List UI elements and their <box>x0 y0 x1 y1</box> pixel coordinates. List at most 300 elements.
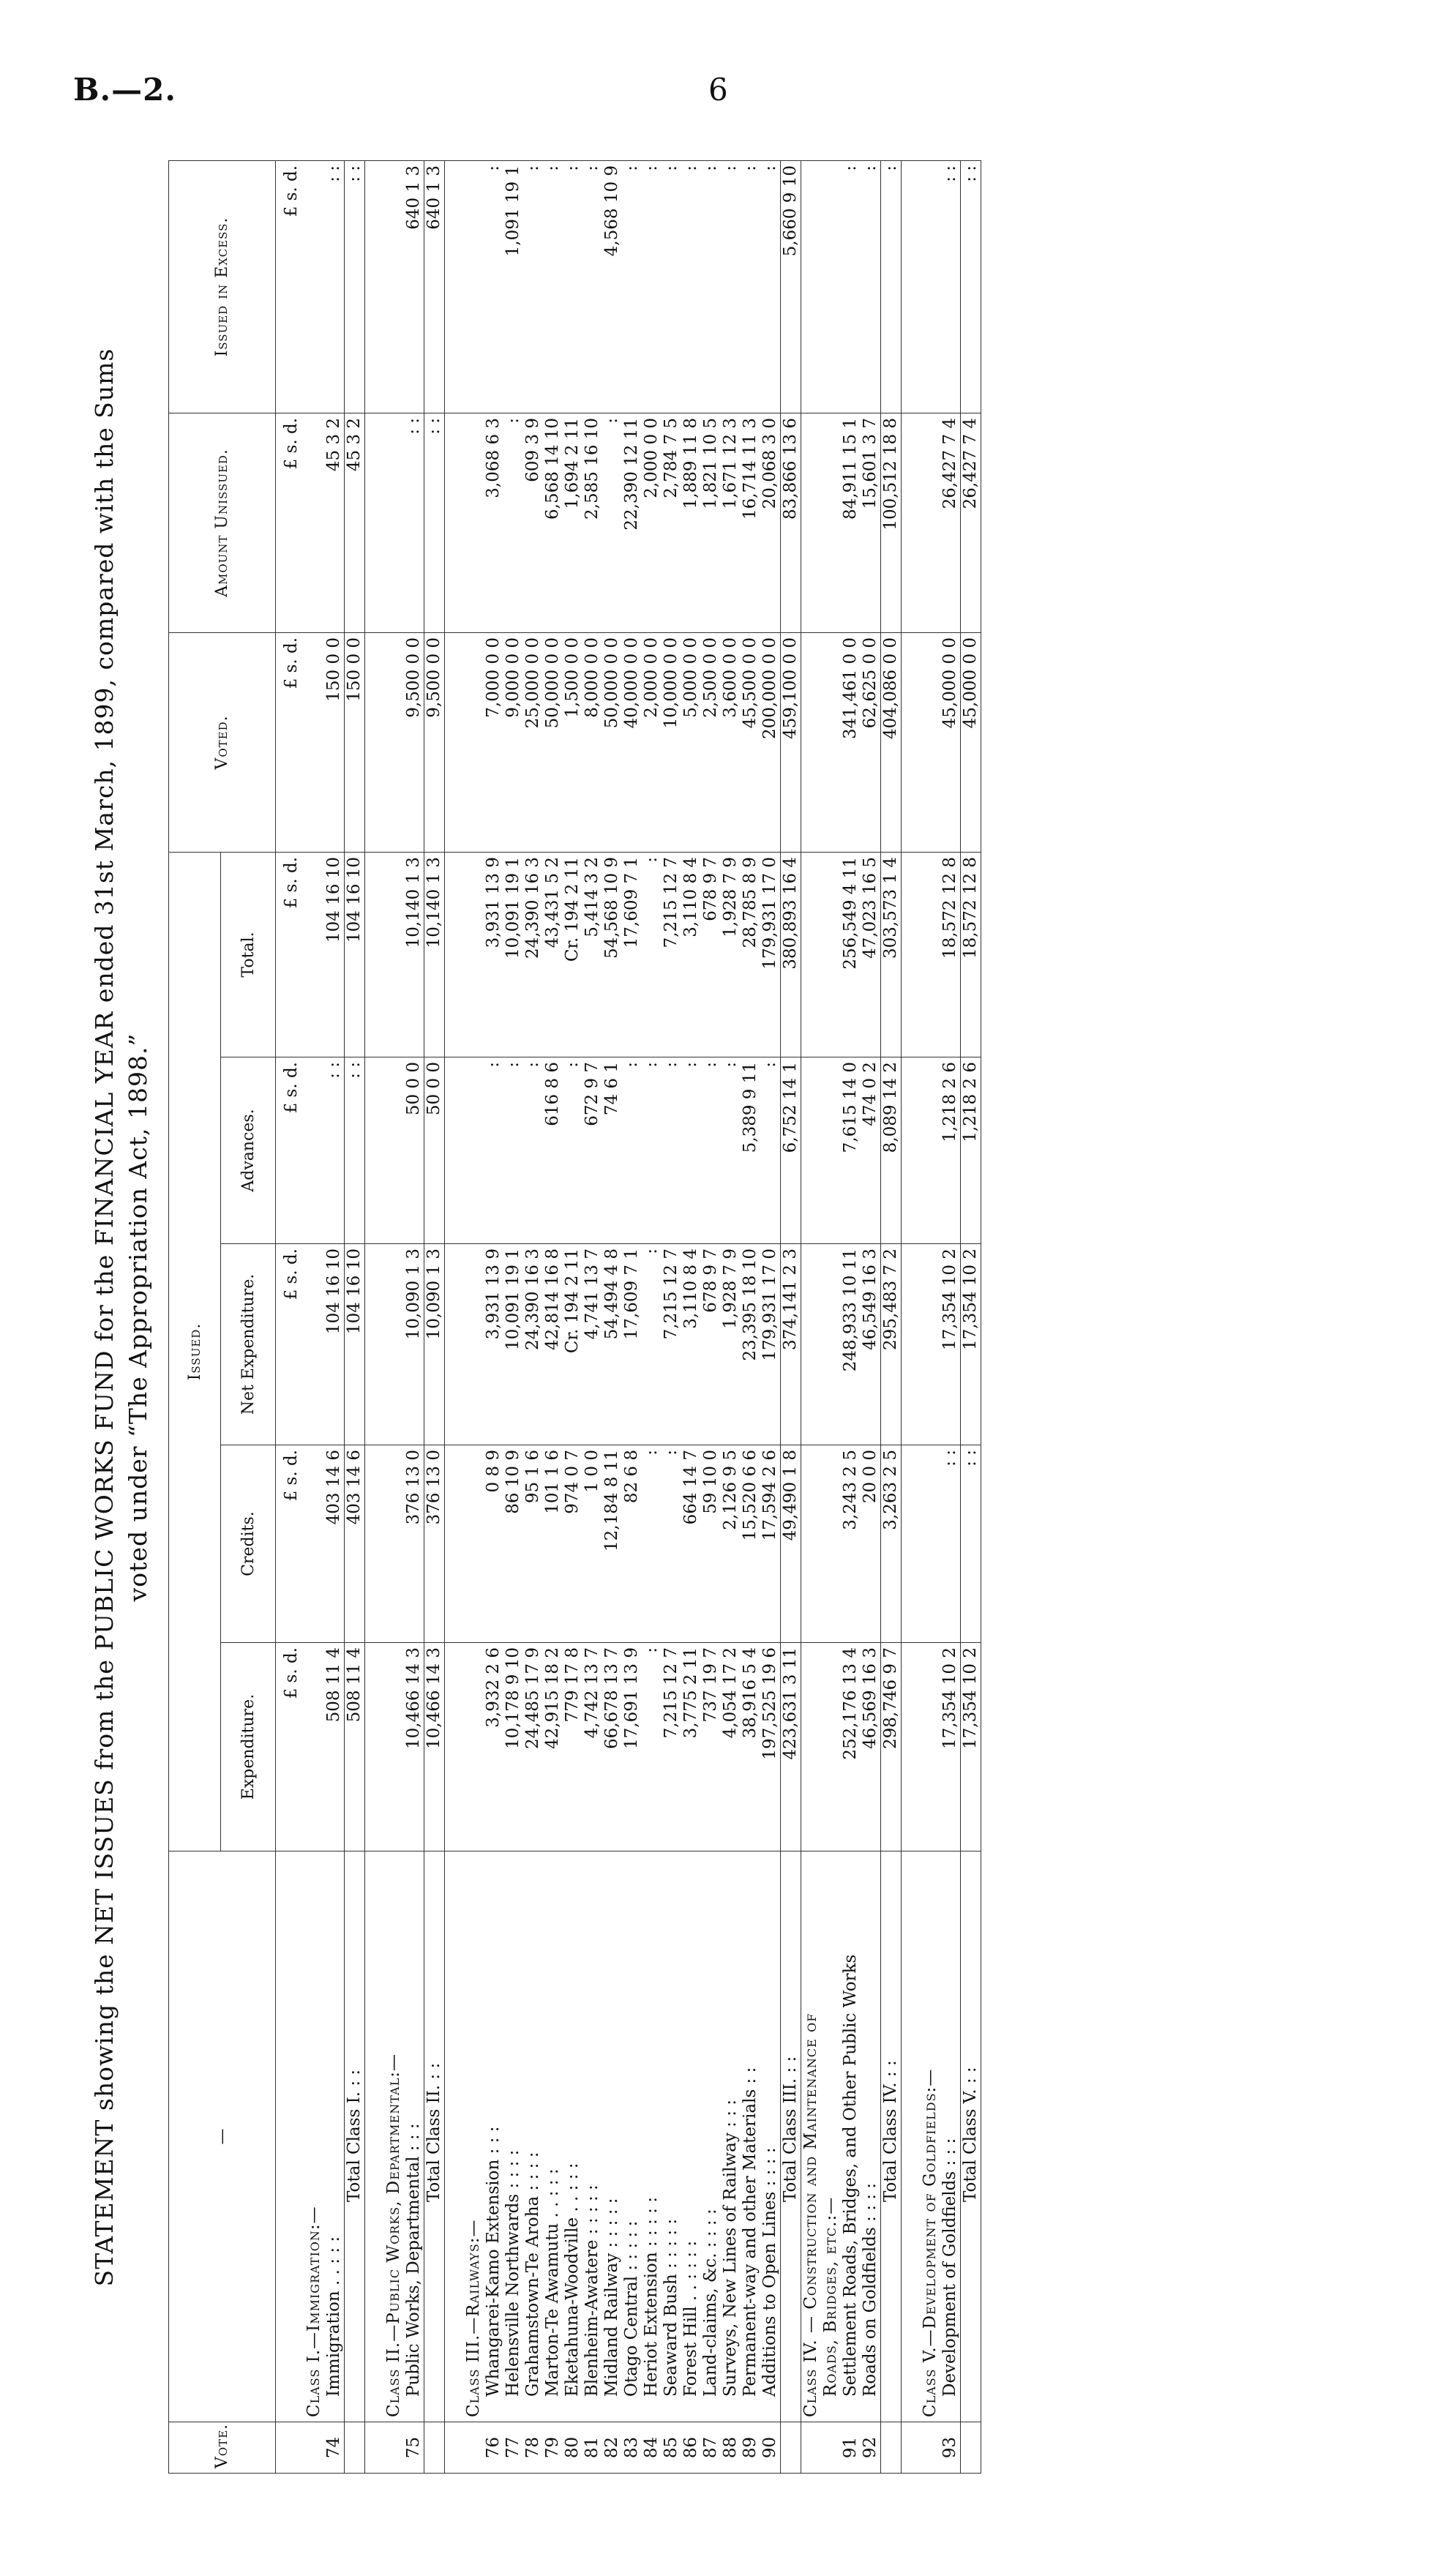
amount-adv: 672 9 7 <box>582 1057 602 1244</box>
amount-total: 28,785 8 9 <box>741 852 760 1057</box>
amount-exp: 10,466 14 3 <box>424 1643 445 1852</box>
class-heading-row <box>384 160 404 2473</box>
amount-cred: 0 8 9 <box>484 1445 503 1643</box>
heading-empty-cell <box>921 632 940 852</box>
heading-empty-cell <box>821 852 841 1057</box>
units-label: £ s. d. <box>276 1057 305 1244</box>
amount-cred: 403 14 6 <box>345 1445 365 1643</box>
vote-number: 79 <box>543 2422 563 2474</box>
amount-adv: 74 6 1 <box>602 1057 622 1244</box>
heading-empty-cell <box>801 1445 822 1643</box>
amount-exc: : <box>721 160 741 413</box>
amount-cred: 17,594 2 6 <box>760 1445 781 1643</box>
row-description: Total Class II. : : <box>424 1852 445 2422</box>
heading-empty-cell <box>821 1445 841 1643</box>
table-row <box>484 160 503 2473</box>
amount-net: 104 16 10 <box>324 1244 345 1445</box>
class-heading: Roads, Bridges, etc.:— <box>821 1852 841 2422</box>
row-description: Total Class IV. : : <box>881 1852 902 2422</box>
amount-unis: 3,068 6 3 <box>484 413 503 632</box>
table-row <box>940 160 961 2473</box>
class-heading-row <box>464 160 484 2473</box>
class-heading-row <box>821 160 841 2473</box>
spacer-cell <box>445 160 465 413</box>
heading-empty-cell <box>821 1244 841 1445</box>
row-description: Forest Hill . . : : : : <box>681 1852 701 2422</box>
heading-empty-cell <box>464 413 484 632</box>
amount-exc: 640 1 3 <box>424 160 445 413</box>
vote-number: 90 <box>760 2422 781 2474</box>
heading-empty-cell <box>384 632 404 852</box>
amount-adv: : : <box>345 1057 365 1244</box>
heading-empty-cell <box>464 852 484 1057</box>
amount-unis: 15,601 3 7 <box>861 413 881 632</box>
amount-voted: 8,000 0 0 <box>582 632 602 852</box>
vote-number: 74 <box>324 2422 345 2474</box>
spacer-cell <box>365 413 385 632</box>
heading-vote-cell <box>921 2422 940 2474</box>
amount-net: 46,549 16 3 <box>861 1244 881 1445</box>
table-body <box>276 160 981 2473</box>
amount-exp: 17,354 10 2 <box>961 1643 981 1852</box>
row-description: Surveys, New Lines of Railway : : : <box>721 1852 741 2422</box>
amount-exc: : <box>582 160 602 413</box>
amount-unis: 1,671 12 3 <box>721 413 741 632</box>
row-description: Roads on Goldfields : : : : <box>861 1852 881 2422</box>
amount-total: 1,928 7 9 <box>721 852 741 1057</box>
amount-voted: 2,500 0 0 <box>701 632 721 852</box>
amount-exp: 38,916 5 4 <box>741 1643 760 1852</box>
amount-exp: 66,678 13 7 <box>602 1643 622 1852</box>
amount-cred: 15,520 6 6 <box>741 1445 760 1643</box>
row-description: Total Class III. : : <box>781 1852 801 2422</box>
heading-empty-cell <box>304 632 324 852</box>
amount-cred: 82 6 8 <box>622 1445 642 1643</box>
amount-adv: : <box>503 1057 523 1244</box>
table-row <box>582 160 602 2473</box>
amount-exc: : <box>681 160 701 413</box>
amount-voted: 9,500 0 0 <box>404 632 424 852</box>
amount-net: 295,483 7 2 <box>881 1244 902 1445</box>
amount-net: Cr. 194 2 11 <box>563 1244 582 1445</box>
heading-vote-cell <box>304 2422 324 2474</box>
spacer-cell <box>365 160 385 413</box>
amount-voted: 404,086 0 0 <box>881 632 902 852</box>
vote-number: 81 <box>582 2422 602 2474</box>
heading-empty-cell <box>384 413 404 632</box>
row-description: Public Works, Departmental : : : <box>404 1852 424 2422</box>
amount-exp: 3,775 2 11 <box>681 1643 701 1852</box>
spacer-cell <box>365 1057 385 1244</box>
amount-total: 303,573 1 4 <box>881 852 902 1057</box>
table-row <box>324 160 345 2473</box>
col-voted-header: Voted. <box>169 632 276 852</box>
rotated-statement-page <box>88 161 1346 2474</box>
amount-total: 3,110 8 4 <box>681 852 701 1057</box>
amount-cred: 20 0 0 <box>861 1445 881 1643</box>
amount-adv: 7,615 14 0 <box>841 1057 861 1244</box>
amount-voted: 50,000 0 0 <box>602 632 622 852</box>
amount-cred: 3,243 2 5 <box>841 1445 861 1643</box>
amount-adv: : <box>681 1057 701 1244</box>
spacer-cell <box>365 1643 385 1852</box>
class-heading-row <box>801 160 822 2473</box>
vote-number: 82 <box>602 2422 622 2474</box>
heading-empty-cell <box>801 1643 822 1852</box>
units-label: £ s. d. <box>276 1643 305 1852</box>
amount-net: 10,090 1 3 <box>424 1244 445 1445</box>
col-advances-header: Advances. <box>221 1057 276 1244</box>
amount-total: Cr. 194 2 11 <box>563 852 582 1057</box>
spacer-cell <box>902 632 921 852</box>
col-credits-header: Credits. <box>221 1445 276 1643</box>
spacer-row <box>445 160 465 2473</box>
amount-net: 3,110 8 4 <box>681 1244 701 1445</box>
amount-cred: 376 13 0 <box>404 1445 424 1643</box>
spacer-cell <box>902 160 921 413</box>
amount-unis: : : <box>404 413 424 632</box>
amount-exp: : <box>642 1643 662 1852</box>
amount-adv: : <box>523 1057 543 1244</box>
vote-number: 92 <box>861 2422 881 2474</box>
heading-empty-cell <box>801 852 822 1057</box>
heading-empty-cell <box>304 852 324 1057</box>
amount-net: 7,215 12 7 <box>662 1244 681 1445</box>
amount-cred: 12,184 8 11 <box>602 1445 622 1643</box>
table-row <box>701 160 721 2473</box>
amount-exc: : <box>523 160 543 413</box>
spacer-cell <box>445 1852 465 2422</box>
amount-adv: : <box>721 1057 741 1244</box>
amount-exp: 3,932 2 6 <box>484 1643 503 1852</box>
amount-total: 10,091 19 1 <box>503 852 523 1057</box>
amount-exc: 1,091 19 1 <box>503 160 523 413</box>
title-line-2: voted under “The Appropriation Act, 1898.” <box>124 1033 152 1602</box>
amount-exp: 423,631 3 11 <box>781 1643 801 1852</box>
amount-unis: : <box>503 413 523 632</box>
heading-empty-cell <box>921 160 940 413</box>
amount-unis: 2,784 7 5 <box>662 413 681 632</box>
vote-number <box>781 2422 801 2474</box>
heading-empty-cell <box>304 1244 324 1445</box>
amount-net: 248,933 10 11 <box>841 1244 861 1445</box>
spacer-cell <box>445 852 465 1057</box>
spacer-cell <box>365 852 385 1057</box>
vote-number: 83 <box>622 2422 642 2474</box>
amount-total: 179,931 17 0 <box>760 852 781 1057</box>
amount-unis: 22,390 12 11 <box>622 413 642 632</box>
amount-exp: 17,691 13 9 <box>622 1643 642 1852</box>
heading-empty-cell <box>464 1643 484 1852</box>
heading-empty-cell <box>464 1057 484 1244</box>
row-description: Midland Railway : : : : : <box>602 1852 622 2422</box>
amount-unis: 1,889 11 8 <box>681 413 701 632</box>
amount-exp: 17,354 10 2 <box>940 1643 961 1852</box>
amount-total: 10,140 1 3 <box>404 852 424 1057</box>
amount-unis: 84,911 15 1 <box>841 413 861 632</box>
row-description: Grahamstown-Te Aroha : : : : <box>523 1852 543 2422</box>
row-description: Seaward Bush : : : : : <box>662 1852 681 2422</box>
amount-total: 24,390 16 3 <box>523 852 543 1057</box>
spacer-cell <box>445 1057 465 1244</box>
heading-empty-cell <box>921 852 940 1057</box>
table-row <box>642 160 662 2473</box>
class-total-row <box>345 160 365 2473</box>
vote-number: 78 <box>523 2422 543 2474</box>
amount-exc: : <box>563 160 582 413</box>
vote-number <box>345 2422 365 2474</box>
col-vote-header: Vote. <box>169 2422 276 2474</box>
amount-cred: 664 14 7 <box>681 1445 701 1643</box>
amount-exc: : <box>484 160 503 413</box>
amount-exc: : <box>841 160 861 413</box>
amount-unis: 1,821 10 5 <box>701 413 721 632</box>
amount-exc: : <box>642 160 662 413</box>
heading-empty-cell <box>464 160 484 413</box>
heading-empty-cell <box>821 632 841 852</box>
vote-number <box>881 2422 902 2474</box>
amount-net: 3,931 13 9 <box>484 1244 503 1445</box>
spacer-cell <box>365 1445 385 1643</box>
heading-empty-cell <box>801 1057 822 1244</box>
vote-number: 77 <box>503 2422 523 2474</box>
amount-net: 23,395 18 10 <box>741 1244 760 1445</box>
class-heading-row <box>921 160 940 2473</box>
heading-vote-cell <box>464 2422 484 2474</box>
amount-voted: 1,500 0 0 <box>563 632 582 852</box>
col-unissued-header: Amount Unissued. <box>169 413 276 632</box>
amount-total: 18,572 12 8 <box>961 852 981 1057</box>
amount-unis: 6,568 14 10 <box>543 413 563 632</box>
amount-voted: 150 0 0 <box>324 632 345 852</box>
amount-exp: 737 19 7 <box>701 1643 721 1852</box>
heading-empty-cell <box>304 1445 324 1643</box>
amount-unis: : <box>602 413 622 632</box>
amount-exc: : <box>760 160 781 413</box>
heading-empty-cell <box>384 1057 404 1244</box>
class-heading: Class V.—Development of Goldfields:— <box>921 1852 940 2422</box>
amount-voted: 45,000 0 0 <box>940 632 961 852</box>
class-heading-row <box>304 160 324 2473</box>
amount-net: 17,609 7 1 <box>622 1244 642 1445</box>
row-description: Settlement Roads, Bridges, and Other Public Works <box>841 1852 861 2422</box>
heading-empty-cell <box>464 1244 484 1445</box>
heading-empty-cell <box>921 1057 940 1244</box>
amount-total: 7,215 12 7 <box>662 852 681 1057</box>
amount-total: 47,023 16 5 <box>861 852 881 1057</box>
amount-cred: 86 10 9 <box>503 1445 523 1643</box>
table-row <box>861 160 881 2473</box>
col-desc-header: — <box>169 1852 276 2422</box>
amount-exc: : <box>543 160 563 413</box>
amount-exc: : <box>622 160 642 413</box>
amount-total: 380,893 16 4 <box>781 852 801 1057</box>
amount-voted: 200,000 0 0 <box>760 632 781 852</box>
class-total-row <box>961 160 981 2473</box>
class-total-row <box>781 160 801 2473</box>
vote-number: 80 <box>563 2422 582 2474</box>
vote-number: 89 <box>741 2422 760 2474</box>
units-label: £ s. d. <box>276 160 305 413</box>
amount-cred: 59 10 0 <box>701 1445 721 1643</box>
amount-net: 4,741 13 7 <box>582 1244 602 1445</box>
units-label: £ s. d. <box>276 852 305 1057</box>
amount-unis: 2,585 16 10 <box>582 413 602 632</box>
amount-voted: 341,461 0 0 <box>841 632 861 852</box>
page-number: 6 <box>708 72 728 108</box>
amount-cred: 2,126 9 5 <box>721 1445 741 1643</box>
heading-empty-cell <box>921 1445 940 1643</box>
amount-unis: 609 3 9 <box>523 413 543 632</box>
units-label: £ s. d. <box>276 1445 305 1643</box>
spacer-cell <box>365 632 385 852</box>
heading-empty-cell <box>304 1643 324 1852</box>
row-description: Whangarei-Kamo Extension : : : <box>484 1852 503 2422</box>
amount-exp: 508 11 4 <box>345 1643 365 1852</box>
class-total-row <box>881 160 902 2473</box>
amount-exp: 779 17 8 <box>563 1643 582 1852</box>
row-description: Land-claims, &c. : : : : <box>701 1852 721 2422</box>
amount-cred: 3,263 2 5 <box>881 1445 902 1643</box>
spacer-cell <box>365 1852 385 2422</box>
row-description: Helensville Northwards : : : : <box>503 1852 523 2422</box>
amount-voted: 62,625 0 0 <box>861 632 881 852</box>
amount-adv: : <box>563 1057 582 1244</box>
units-desc-cell <box>276 1852 305 2422</box>
amount-total: : <box>642 852 662 1057</box>
col-excess-header: Issued in Excess. <box>169 160 276 413</box>
table-row <box>543 160 563 2473</box>
heading-empty-cell <box>821 160 841 413</box>
amount-net: 10,091 19 1 <box>503 1244 523 1445</box>
heading-empty-cell <box>464 1445 484 1643</box>
heading-empty-cell <box>304 1057 324 1244</box>
amount-voted: 3,600 0 0 <box>721 632 741 852</box>
spacer-cell <box>445 1643 465 1852</box>
amount-adv: 8,089 14 2 <box>881 1057 902 1244</box>
col-issued-header: Issued. <box>169 852 221 1851</box>
vote-number: 84 <box>642 2422 662 2474</box>
table-row <box>841 160 861 2473</box>
heading-empty-cell <box>821 413 841 632</box>
amount-exp: 10,466 14 3 <box>404 1643 424 1852</box>
amount-total: 18,572 12 8 <box>940 852 961 1057</box>
table-row <box>681 160 701 2473</box>
amount-adv: 1,218 2 6 <box>961 1057 981 1244</box>
amount-adv: : <box>484 1057 503 1244</box>
units-row <box>276 160 305 2473</box>
col-expenditure-header: Expenditure. <box>221 1643 276 1852</box>
amount-cred: 974 0 7 <box>563 1445 582 1643</box>
amount-adv: 1,218 2 6 <box>940 1057 961 1244</box>
amount-total: 17,609 7 1 <box>622 852 642 1057</box>
vote-number: 87 <box>701 2422 721 2474</box>
heading-empty-cell <box>384 160 404 413</box>
heading-empty-cell <box>304 413 324 632</box>
amount-exc: : <box>881 160 902 413</box>
amount-voted: 7,000 0 0 <box>484 632 503 852</box>
heading-empty-cell <box>821 1057 841 1244</box>
amount-cred: 101 1 6 <box>543 1445 563 1643</box>
spacer-cell <box>902 1445 921 1643</box>
amount-adv: 474 0 2 <box>861 1057 881 1244</box>
units-label: £ s. d. <box>276 1244 305 1445</box>
row-description: Total Class I. : : <box>345 1852 365 2422</box>
amount-total: 43,431 5 2 <box>543 852 563 1057</box>
amount-unis: 2,000 0 0 <box>642 413 662 632</box>
amount-exc: : : <box>961 160 981 413</box>
amount-voted: 459,100 0 0 <box>781 632 801 852</box>
spacer-cell <box>902 2422 921 2474</box>
table-row <box>760 160 781 2473</box>
class-heading: Class III.—Railways:— <box>464 1852 484 2422</box>
amount-net: 678 9 7 <box>701 1244 721 1445</box>
amount-unis: 45 3 2 <box>324 413 345 632</box>
amount-net: 1,928 7 9 <box>721 1244 741 1445</box>
amount-unis: 83,866 13 6 <box>781 413 801 632</box>
amount-net: : <box>642 1244 662 1445</box>
col-net-header: Net Expenditure. <box>221 1244 276 1445</box>
spacer-cell <box>445 1244 465 1445</box>
heading-empty-cell <box>921 413 940 632</box>
heading-empty-cell <box>801 632 822 852</box>
amount-adv: : : <box>324 1057 345 1244</box>
vote-number: 86 <box>681 2422 701 2474</box>
col-total-header: Total. <box>221 852 276 1057</box>
units-label: £ s. d. <box>276 413 305 632</box>
heading-empty-cell <box>464 632 484 852</box>
spacer-row <box>902 160 921 2473</box>
document-code: B.—2. <box>73 72 176 108</box>
table-row <box>741 160 760 2473</box>
amount-cred: 403 14 6 <box>324 1445 345 1643</box>
amount-unis: 16,714 11 3 <box>741 413 760 632</box>
spacer-cell <box>445 632 465 852</box>
spacer-cell <box>445 1445 465 1643</box>
amount-unis: 45 3 2 <box>345 413 365 632</box>
amount-total: 104 16 10 <box>324 852 345 1057</box>
amount-unis: : : <box>424 413 445 632</box>
title-line-1: STATEMENT showing the NET ISSUES from the PUBLIC WORKS FUND for the FINANCIAL YEAR ended 31st March, 1899, compared with the Sums <box>90 348 119 2287</box>
spacer-cell <box>902 1057 921 1244</box>
net-issues-table <box>168 160 981 2474</box>
amount-total: 678 9 7 <box>701 852 721 1057</box>
row-description: Permanent-way and other Materials : : <box>741 1852 760 2422</box>
table-row <box>503 160 523 2473</box>
statement-title <box>88 161 155 2474</box>
amount-total: 104 16 10 <box>345 852 365 1057</box>
amount-voted: 150 0 0 <box>345 632 365 852</box>
table-row <box>662 160 681 2473</box>
amount-adv: 5,389 9 11 <box>741 1057 760 1244</box>
amount-unis: 26,427 7 4 <box>961 413 981 632</box>
amount-adv: 50 0 0 <box>404 1057 424 1244</box>
amount-cred: 1 0 0 <box>582 1445 602 1643</box>
amount-exc: : : <box>324 160 345 413</box>
heading-empty-cell <box>384 1643 404 1852</box>
row-description: Immigration . . : : : <box>324 1852 345 2422</box>
amount-exp: 42,915 18 2 <box>543 1643 563 1852</box>
spacer-cell <box>902 1643 921 1852</box>
amount-voted: 10,000 0 0 <box>662 632 681 852</box>
table-row <box>563 160 582 2473</box>
amount-cred: 49,490 1 8 <box>781 1445 801 1643</box>
vote-number: 91 <box>841 2422 861 2474</box>
vote-number: 88 <box>721 2422 741 2474</box>
amount-net: 104 16 10 <box>345 1244 365 1445</box>
amount-cred: 95 1 6 <box>523 1445 543 1643</box>
heading-empty-cell <box>304 160 324 413</box>
